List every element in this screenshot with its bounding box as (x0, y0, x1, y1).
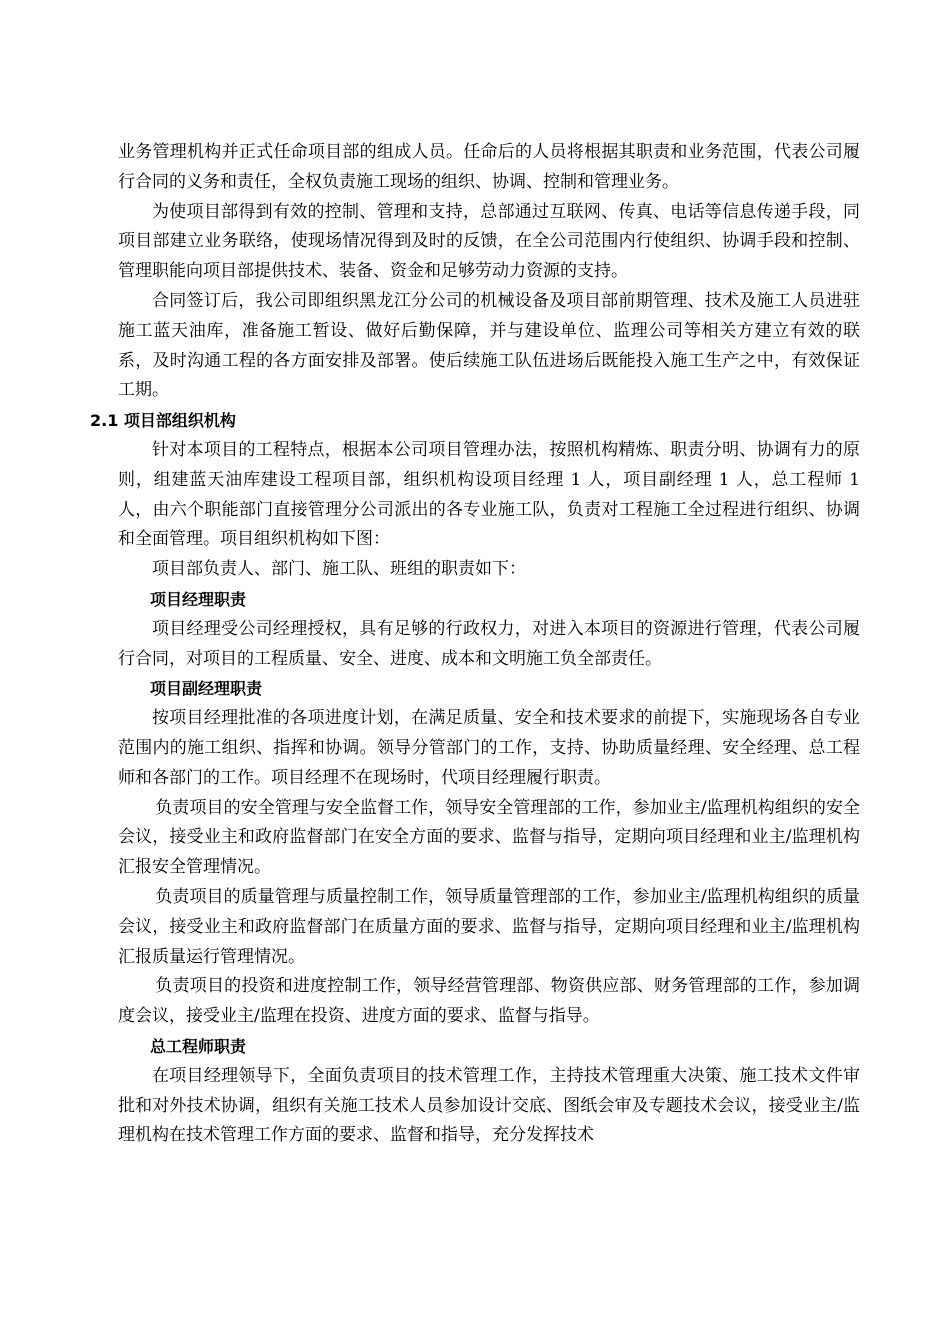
document-page (90, 138, 860, 1151)
body-paragraph: 负责项目的安全管理与安全监督工作，领导安全管理部的工作，参加业主/监理机构组织的安全会议，接受业主和政府监督部门在安全方面的要求、监督与指导，定期向项目经理和业主/监理机构汇报安全管理情况。 (118, 797, 860, 878)
body-paragraph: 项目部负责人、部门、施工队、班组的职责如下： (152, 559, 526, 580)
body-paragraph: 在项目经理领导下，全面负责项目的技术管理工作，主持技术管理重大决策、施工技术文件审批和对外技术协调，组织有关施工技术人员参加设计交底、图纸会审及专题技术会议，接受业主/监理机构在技术管理工作方面的要求、监督和指导，充分发挥技术 (118, 1065, 860, 1146)
body-paragraph: 针对本项目的工程特点，根据本公司项目管理办法，按照机构精炼、职责分明、协调有力的原则，组建蓝天油库建设工程项目部，组织机构设项目经理 1 人，项目副经理 1 人，总工程师 1 人，由六个职能部门直接管理分公司派出的各专业施工队，负责对工程施工全过程进行组织、协调和全面管理。项目组织机构如下图： (118, 439, 860, 550)
section-heading: 2.1 项目部组织机构 (90, 411, 236, 431)
body-paragraph: 为使项目部得到有效的控制、管理和支持，总部通过互联网、传真、电话等信息传递手段，同项目部建立业务联络，使现场情况得到及时的反馈，在全公司范围内行使组织、协调手段和控制、管理职能向项目部提供技术、装备、资金和足够劳动力资源的支持。 (118, 201, 860, 282)
sub-heading: 总工程师职责 (150, 1036, 247, 1056)
body-paragraph: 合同签订后，我公司即组织黑龙江分公司的机械设备及项目部前期管理、技术及施工人员进驻施工蓝天油库，准备施工暂设、做好后勤保障，并与建设单位、监理公司等相关方建立有效的联系，及时沟通工程的各方面安排及部署。使后续施工队伍进场后既能投入施工生产之中，有效保证工期。 (118, 290, 860, 401)
body-paragraph: 负责项目的投资和进度控制工作，领导经营管理部、物资供应部、财务管理部的工作，参加调度会议，接受业主/监理在投资、进度方面的要求、监督与指导。 (118, 976, 860, 1027)
body-paragraph: 项目经理受公司经理授权，具有足够的行政权力，对进入本项目的资源进行管理，代表公司履行合同，对项目的工程质量、安全、进度、成本和文明施工负全部责任。 (118, 618, 860, 669)
sub-heading: 项目经理职责 (150, 589, 247, 609)
body-paragraph: 负责项目的质量管理与质量控制工作，领导质量管理部的工作，参加业主/监理机构组织的质量会议，接受业主和政府监督部门在质量方面的要求、监督与指导，定期向项目经理和业主/监理机构汇报质量运行管理情况。 (118, 886, 860, 967)
body-paragraph: 业务管理机构并正式任命项目部的组成人员。任命后的人员将根据其职责和业务范围，代表公司履行合同的义务和责任，全权负责施工现场的组织、协调、控制和管理业务。 (118, 142, 860, 192)
sub-heading: 项目副经理职责 (150, 679, 263, 699)
body-paragraph: 按项目经理批准的各项进度计划，在满足质量、安全和技术要求的前提下，实施现场各自专业范围内的施工组织、指挥和协调。领导分管部门的工作，支持、协助质量经理、安全经理、总工程师和各部门的工作。项目经理不在现场时，代项目经理履行职责。 (118, 708, 860, 788)
